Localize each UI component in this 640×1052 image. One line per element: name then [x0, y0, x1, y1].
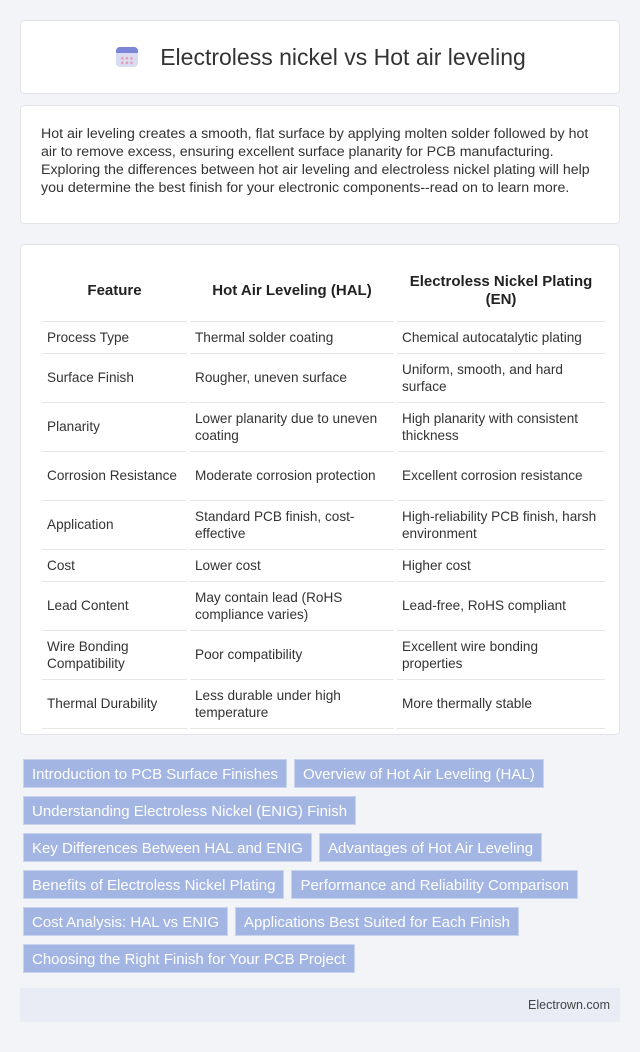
hal-cell: May contain lead (RoHS compliance varies)	[190, 582, 394, 631]
feature-cell: Lead Content	[42, 582, 187, 631]
intro-text: Hot air leveling creates a smooth, flat surface by applying molten solder followed by hot air to remove excess, ensuring excellent surface planarity for PCB manufacturing. Exploring the differences between hot air leveling and electroless nickel plating will help you determine the best finish for your electronic components--read on to learn more.	[41, 126, 590, 196]
page-title: Electroless nickel vs Hot air leveling	[160, 43, 526, 70]
table-row	[42, 354, 605, 403]
title-card	[20, 20, 620, 94]
hal-cell: Standard PCB finish, cost-effective	[190, 501, 394, 550]
feature-cell: Process Type	[42, 322, 187, 354]
hal-cell: Thermal solder coating	[190, 322, 394, 354]
link-benefits-en[interactable]: Benefits of Electroless Nickel Plating	[23, 870, 284, 899]
table-header-row	[42, 260, 605, 322]
table-row	[42, 631, 605, 680]
intro-card	[20, 105, 620, 224]
calendar-icon	[114, 44, 140, 70]
feature-cell: Planarity	[42, 403, 187, 452]
feature-cell: Wire Bonding Compatibility	[42, 631, 187, 680]
link-choosing-finish[interactable]: Choosing the Right Finish for Your PCB Project	[23, 944, 355, 973]
feature-cell: Thermal Durability	[42, 680, 187, 729]
en-cell: Chemical autocatalytic plating	[397, 322, 605, 354]
table-row	[42, 452, 605, 501]
hal-cell: Lower cost	[190, 550, 394, 582]
table-row	[42, 501, 605, 550]
comparison-table	[39, 260, 608, 729]
footer-site[interactable]: Electrown.com	[528, 998, 610, 1012]
en-cell: High-reliability PCB finish, harsh environment	[397, 501, 605, 550]
en-cell: Excellent wire bonding properties	[397, 631, 605, 680]
comparison-table-card	[20, 244, 620, 735]
header-hal: Hot Air Leveling (HAL)	[190, 260, 394, 322]
hal-cell: Moderate corrosion protection	[190, 452, 394, 501]
en-cell: Higher cost	[397, 550, 605, 582]
hal-cell: Rougher, uneven surface	[190, 354, 394, 403]
hal-cell: Poor compatibility	[190, 631, 394, 680]
link-applications[interactable]: Applications Best Suited for Each Finish	[235, 907, 519, 936]
en-cell: Uniform, smooth, and hard surface	[397, 354, 605, 403]
link-intro-pcb-finishes[interactable]: Introduction to PCB Surface Finishes	[23, 759, 287, 788]
link-overview-hal[interactable]: Overview of Hot Air Leveling (HAL)	[294, 759, 544, 788]
link-advantages-hal[interactable]: Advantages of Hot Air Leveling	[319, 833, 542, 862]
table-row	[42, 550, 605, 582]
header-feature: Feature	[42, 260, 187, 322]
table-row	[42, 680, 605, 729]
feature-cell: Surface Finish	[42, 354, 187, 403]
table-row	[42, 582, 605, 631]
feature-cell: Corrosion Resistance	[42, 452, 187, 501]
link-understanding-enig[interactable]: Understanding Electroless Nickel (ENIG) Finish	[23, 796, 356, 825]
en-cell: More thermally stable	[397, 680, 605, 729]
link-cost-analysis[interactable]: Cost Analysis: HAL vs ENIG	[23, 907, 228, 936]
table-row	[42, 322, 605, 354]
feature-cell: Application	[42, 501, 187, 550]
en-cell: Excellent corrosion resistance	[397, 452, 605, 501]
header-en: Electroless Nickel Plating (EN)	[397, 260, 605, 322]
related-links	[20, 757, 620, 979]
feature-cell: Cost	[42, 550, 187, 582]
footer	[20, 988, 620, 1022]
hal-cell: Lower planarity due to uneven coating	[190, 403, 394, 452]
en-cell: Lead-free, RoHS compliant	[397, 582, 605, 631]
link-key-differences[interactable]: Key Differences Between HAL and ENIG	[23, 833, 312, 862]
en-cell: High planarity with consistent thickness	[397, 403, 605, 452]
hal-cell: Less durable under high temperature	[190, 680, 394, 729]
table-row	[42, 403, 605, 452]
link-performance-comparison[interactable]: Performance and Reliability Comparison	[291, 870, 577, 899]
